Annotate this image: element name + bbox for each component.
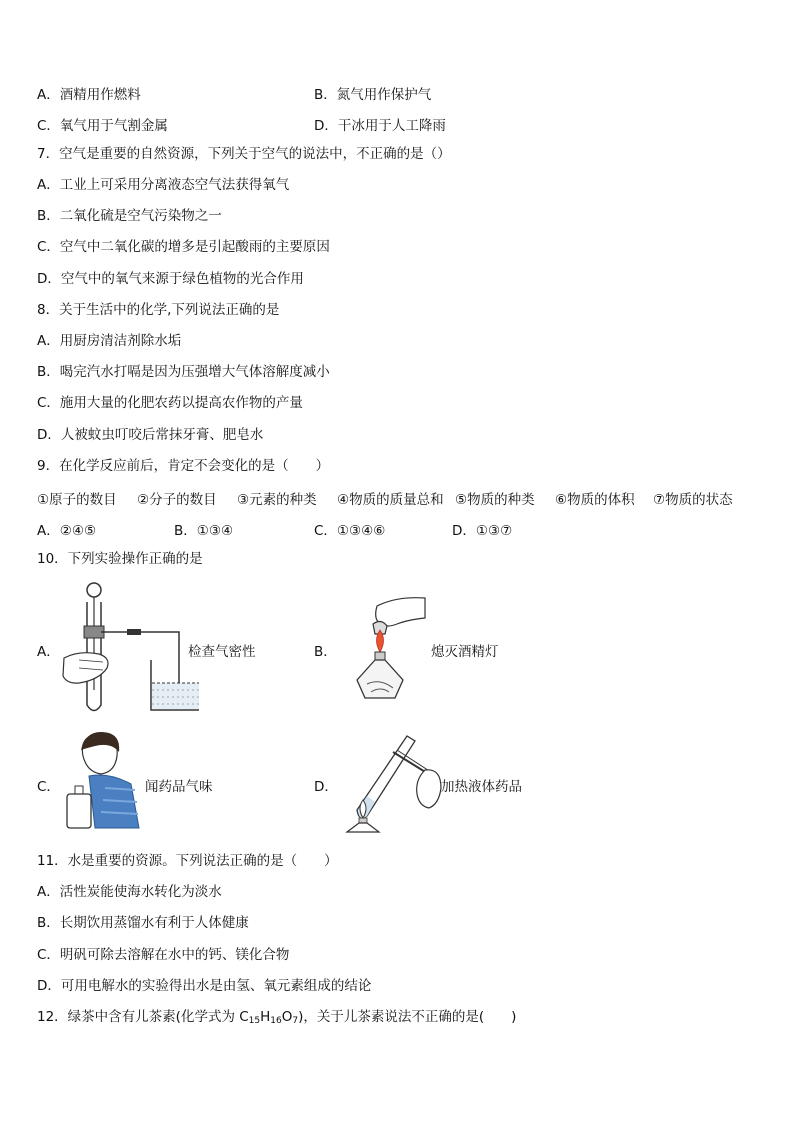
q6-option-a: A．酒精用作燃料 [37, 87, 141, 103]
q12-stem-suffix: )，关于儿茶素说法不正确的是( ) [298, 1009, 517, 1025]
q10-option-b-caption: 熄灭酒精灯 [431, 644, 499, 660]
q10-option-a-letter: A． [37, 644, 60, 660]
q7-option-b: B．二氧化硫是空气污染物之一 [37, 208, 222, 224]
q7-option-d: D．空气中的氧气来源于绿色植物的光合作用 [37, 271, 304, 287]
q9-option-b: B．①③④ [174, 523, 234, 539]
q10-option-c-letter: C． [37, 779, 60, 795]
q9-item-2: ②分子的数目 [137, 492, 217, 508]
q8-option-b: B．喝完汽水打嗝是因为压强增大气体溶解度减小 [37, 364, 330, 380]
q9-item-4: ④物质的质量总和 [337, 492, 444, 508]
q6-option-c: C．氧气用于气割金属 [37, 118, 168, 134]
q12-subscript-c: 15 [248, 1016, 261, 1026]
q6-option-b: B．氮气用作保护气 [314, 87, 432, 103]
q9-statement-list [37, 488, 757, 506]
q9-item-5: ⑤物质的种类 [455, 492, 535, 508]
q6-options-row2 [37, 114, 757, 132]
q7-option-a: A．工业上可采用分离液态空气法获得氧气 [37, 177, 290, 193]
q10-option-b-letter: B． [314, 644, 337, 660]
q12-element-h: H [260, 1009, 271, 1025]
q9-option-c: C．①③④⑥ [314, 523, 386, 539]
q9-item-7: ⑦物质的状态 [653, 492, 733, 508]
q12-subscript-h: 16 [270, 1016, 282, 1026]
q9-item-3: ③元素的种类 [237, 492, 317, 508]
q9-options [37, 519, 757, 537]
q10-option-c-caption: 闻药品气味 [145, 779, 213, 795]
q12-stem [37, 1008, 516, 1030]
q11-option-b: B．长期饮用蒸馏水有利于人体健康 [37, 915, 249, 931]
q6-options-row1 [37, 83, 757, 101]
q9-option-a: A．②④⑤ [37, 523, 97, 539]
q7-stem: 7．空气是重要的自然资源，下列关于空气的说法中，不正确的是（） [37, 146, 451, 162]
q10-option-d-caption: 加热液体药品 [441, 779, 522, 795]
q11-option-c: C．明矾可除去溶解在水中的钙、镁化合物 [37, 947, 290, 963]
q9-item-1: ①原子的数目 [37, 492, 117, 508]
q11-option-d: D．可用电解水的实验得出水是由氢、氧元素组成的结论 [37, 978, 372, 994]
q7-option-c: C．空气中二氧化碳的增多是引起酸雨的主要原因 [37, 239, 330, 255]
q12-element-o: O [281, 1009, 293, 1025]
q9-stem: 9．在化学反应前后，肯定不会变化的是（ ） [37, 458, 330, 474]
airtightness-check-illustration [59, 580, 199, 718]
q10-figure-row-cd [37, 728, 757, 838]
q11-stem: 11．水是重要的资源。下列说法正确的是（ ） [37, 853, 338, 869]
q12-subscript-o: 7 [292, 1016, 299, 1026]
q8-option-a: A．用厨房清洁剂除水垢 [37, 333, 182, 349]
q9-option-d: D．①③⑦ [452, 523, 513, 539]
q9-item-6: ⑥物质的体积 [555, 492, 635, 508]
q10-option-a-caption: 检查气密性 [188, 644, 256, 660]
q8-option-d: D．人被蚊虫叮咬后常抹牙膏、肥皂水 [37, 427, 264, 443]
q10-stem: 10．下列实验操作正确的是 [37, 551, 203, 567]
q10-figure-row-ab [37, 580, 757, 720]
q10-option-d-letter: D． [314, 779, 338, 795]
q8-stem: 8．关于生活中的化学,下列说法正确的是 [37, 302, 280, 318]
extinguish-alcohol-lamp-illustration [337, 594, 432, 714]
heating-liquid-illustration [337, 728, 442, 834]
smell-chemical-illustration [65, 728, 145, 830]
q6-option-d: D．干冰用于人工降雨 [314, 118, 446, 134]
q8-option-c: C．施用大量的化肥农药以提高农作物的产量 [37, 395, 303, 411]
q11-option-a: A．活性炭能使海水转化为淡水 [37, 884, 222, 900]
q12-stem-prefix: 12．绿茶中含有儿茶素(化学式为 C [37, 1009, 249, 1025]
